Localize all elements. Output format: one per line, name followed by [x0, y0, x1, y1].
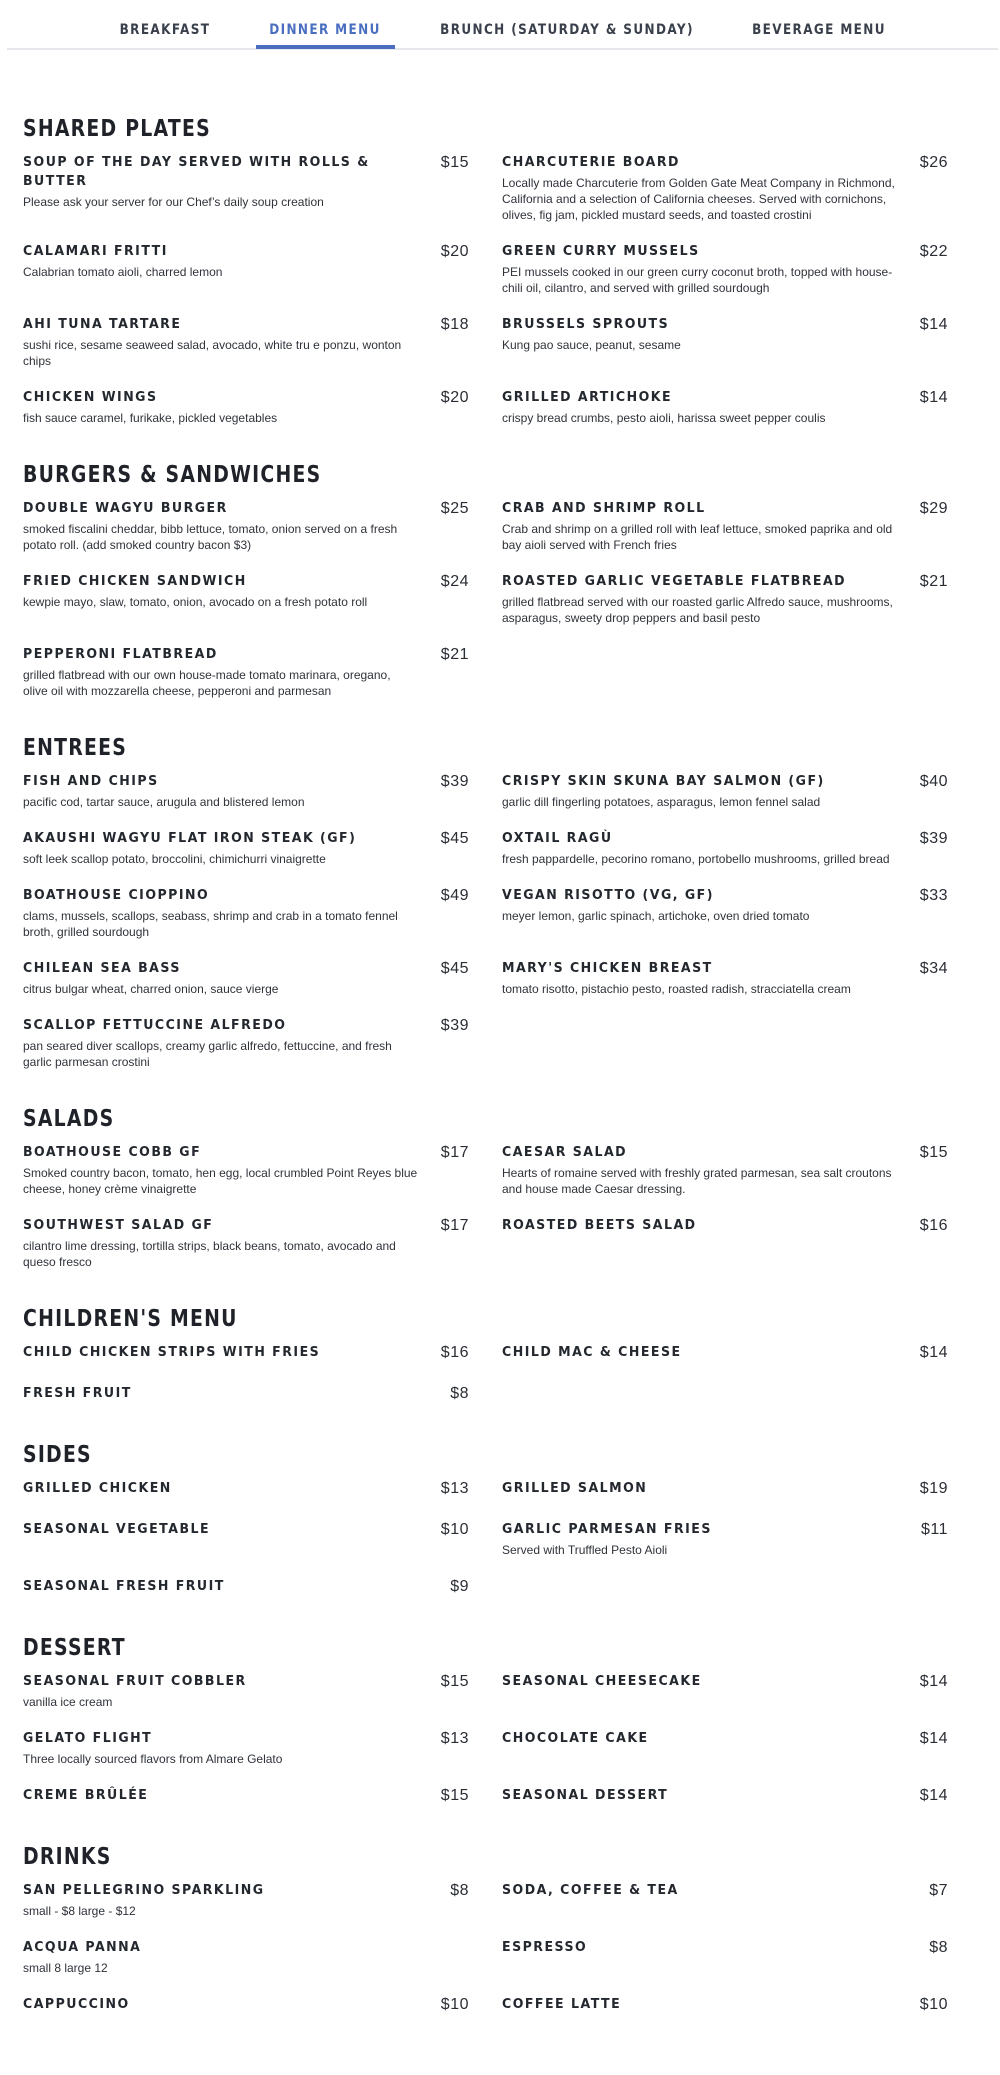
menu-row	[23, 1343, 949, 1384]
menu-item	[502, 572, 948, 626]
menu-section	[23, 1438, 949, 1618]
item-price: $14	[919, 1787, 948, 1804]
menu-item	[23, 1786, 469, 1808]
menu-item-header	[23, 153, 469, 194]
item-price: $14	[919, 389, 948, 406]
item-price: $15	[440, 1787, 469, 1804]
item-description: pacific cod, tartar sauce, arugula and blistered lemon	[23, 795, 305, 809]
menu-content	[0, 50, 949, 2036]
item-name: ACQUA PANNA	[23, 1939, 142, 1955]
item-description: fish sauce caramel, furikake, pickled vegetables	[23, 411, 278, 425]
menu-item	[502, 1881, 948, 1919]
menu-item-header	[502, 1479, 948, 1501]
item-price: $45	[440, 830, 469, 847]
item-name: CHILD MAC & CHEESE	[502, 1344, 682, 1360]
item-description: pan seared diver scallops, creamy garlic alfredo, fettuccine, and fresh garlic parmesan crostini	[23, 1039, 392, 1069]
menu-item-header	[23, 829, 469, 851]
menu-item-header	[502, 886, 948, 908]
item-description: grilled flatbread served with our roasted garlic Alfredo sauce, mushrooms, asparagus, sweety drop peppers and basil pesto	[502, 595, 893, 625]
item-name: CAESAR SALAD	[502, 1144, 628, 1160]
menu-item	[23, 959, 469, 997]
item-price: $13	[440, 1730, 469, 1747]
menu-row	[23, 1881, 949, 1938]
item-price: $21	[440, 646, 469, 663]
menu-item	[23, 1520, 469, 1558]
item-description: Served with Truffled Pesto Aioli	[502, 1543, 668, 1557]
menu-item	[23, 572, 469, 626]
item-name: SOUTHWEST SALAD GF	[23, 1217, 214, 1233]
menu-item-header	[23, 242, 469, 264]
menu-item	[502, 1479, 948, 1501]
item-name: CHILD CHICKEN STRIPS WITH FRIES	[23, 1344, 321, 1360]
item-description: clams, mussels, scallops, seabass, shrimp and crab in a tomato fennel broth, grilled sourdough	[23, 909, 398, 939]
menu-item	[502, 1143, 948, 1197]
menu-row	[23, 242, 949, 315]
menu-item	[502, 1520, 948, 1558]
menu-section	[23, 731, 949, 1089]
menu-item	[502, 1216, 948, 1270]
menu-item	[23, 1577, 469, 1599]
item-name: COFFEE LATTE	[502, 1996, 622, 2012]
menu-item	[502, 499, 948, 553]
menu-item-header	[502, 315, 948, 337]
menu-item	[23, 388, 469, 426]
menu-row	[23, 315, 949, 388]
menu-row	[23, 1143, 949, 1216]
item-name: VEGAN RISOTTO (VG, GF)	[502, 887, 714, 903]
menu-item-header	[23, 499, 469, 521]
item-name: MARY'S CHICKEN BREAST	[502, 960, 713, 976]
item-price: $15	[440, 1673, 469, 1690]
menu-item	[23, 153, 469, 223]
menu-item	[502, 886, 948, 940]
item-description: grilled flatbread with our own house-made tomato marinara, oregano, olive oil with mozzarella cheese, pepperoni and parmesan	[23, 668, 391, 698]
item-description: kewpie mayo, slaw, tomato, onion, avocado on a fresh potato roll	[23, 595, 368, 609]
item-price: $19	[919, 1480, 948, 1497]
item-price: $39	[919, 830, 948, 847]
menu-item	[502, 1343, 948, 1365]
menu-row	[23, 499, 949, 572]
item-price: $10	[440, 1521, 469, 1538]
menu-item-header	[23, 1016, 469, 1038]
item-name: CRAB AND SHRIMP ROLL	[502, 500, 706, 516]
item-price: $14	[919, 1673, 948, 1690]
menu-item-header	[23, 1520, 469, 1542]
menu-item-header	[23, 1729, 469, 1751]
menu-item-header	[502, 242, 948, 264]
item-name: SODA, COFFEE & TEA	[502, 1882, 679, 1898]
item-description: citrus bulgar wheat, charred onion, sauce vierge	[23, 982, 279, 996]
item-description: vanilla ice cream	[23, 1695, 113, 1709]
menu-item	[23, 772, 469, 810]
menu-item-header	[502, 1216, 948, 1238]
item-price: $15	[440, 154, 469, 171]
menu-item	[502, 1938, 948, 1976]
item-name: FISH AND CHIPS	[23, 773, 159, 789]
item-price: $8	[450, 1385, 469, 1402]
menu-item-header	[23, 1786, 469, 1808]
item-price: $9	[450, 1578, 469, 1595]
menu-item	[23, 1016, 469, 1070]
menu-row	[23, 959, 949, 1016]
item-name: CRISPY SKIN SKUNA BAY SALMON (GF)	[502, 773, 825, 789]
item-description: PEI mussels cooked in our green curry coconut broth, topped with house-chili oil, cilantro, and served with grilled sourdough	[502, 265, 893, 295]
item-name: ESPRESSO	[502, 1939, 588, 1955]
menu-item-header	[502, 1343, 948, 1365]
section-title: SALADS	[23, 1106, 115, 1132]
menu-item	[502, 1729, 948, 1767]
item-price: $10	[440, 1996, 469, 2013]
section-title: SHARED PLATES	[23, 116, 211, 142]
item-description: Three locally sourced flavors from Almare Gelato	[23, 1752, 283, 1766]
menu-item-header	[23, 1216, 469, 1238]
item-price: $15	[919, 1144, 948, 1161]
menu-item	[502, 315, 948, 369]
item-name: AHI TUNA TARTARE	[23, 316, 182, 332]
menu-item-header	[502, 1881, 948, 1903]
menu-item-header	[502, 153, 948, 175]
menu-item	[23, 1938, 469, 1976]
menu-item-header	[502, 1672, 948, 1694]
section-title: DESSERT	[23, 1635, 126, 1661]
menu-item-header	[23, 388, 469, 410]
menu-item-header	[23, 1881, 469, 1903]
item-name: GARLIC PARMESAN FRIES	[502, 1521, 712, 1537]
menu-section	[23, 458, 949, 718]
menu-row	[23, 572, 949, 645]
item-price: $24	[440, 573, 469, 590]
item-name: SEASONAL DESSERT	[502, 1787, 669, 1803]
menu-item-header	[502, 1786, 948, 1808]
menu-row	[23, 1577, 949, 1618]
item-description: Smoked country bacon, tomato, hen egg, local crumbled Point Reyes blue cheese, honey crème vinaigrette	[23, 1166, 418, 1196]
item-price: $20	[440, 243, 469, 260]
item-description: Locally made Charcuterie from Golden Gate Meat Company in Richmond, California and a selection of California cheeses. Served with cornichons, olives, fig jam, pickled mustard seeds, and toasted crostini	[502, 176, 895, 222]
menu-item	[23, 1216, 469, 1270]
tab-brunch[interactable]: BRUNCH (SATURDAY & SUNDAY)	[440, 22, 694, 38]
menu-row	[23, 772, 949, 829]
item-description: crispy bread crumbs, pesto aioli, harissa sweet pepper coulis	[502, 411, 826, 425]
item-name: FRESH FRUIT	[23, 1385, 132, 1401]
item-name: CALAMARI FRITTI	[23, 243, 168, 259]
item-description: sushi rice, sesame seaweed salad, avocado, white tru e ponzu, wonton chips	[23, 338, 402, 368]
menu-row	[23, 388, 949, 445]
item-price: $25	[440, 500, 469, 517]
menu-row	[23, 645, 949, 718]
menu-item-header	[23, 645, 469, 667]
item-name: AKAUSHI WAGYU FLAT IRON STEAK (GF)	[23, 830, 357, 846]
menu-row	[23, 1786, 949, 1827]
item-name: CHILEAN SEA BASS	[23, 960, 181, 976]
menu-row	[23, 1995, 949, 2036]
menu-section	[23, 1102, 949, 1289]
menu-item	[23, 1343, 469, 1365]
menu-item-header	[23, 1577, 469, 1599]
menu-section	[23, 1302, 949, 1425]
menu-item-header	[23, 315, 469, 337]
item-price: $22	[919, 243, 948, 260]
item-name: SCALLOP FETTUCCINE ALFREDO	[23, 1017, 287, 1033]
menu-item-header	[23, 1343, 469, 1365]
menu-item-header	[502, 829, 948, 851]
item-price: $20	[440, 389, 469, 406]
item-price: $17	[440, 1217, 469, 1234]
item-price: $33	[919, 887, 948, 904]
section-title: CHILDREN'S MENU	[23, 1306, 238, 1332]
item-price: $18	[440, 316, 469, 333]
menu-item	[502, 1995, 948, 2017]
item-price: $16	[440, 1344, 469, 1361]
item-description: Calabrian tomato aioli, charred lemon	[23, 265, 223, 279]
item-name: BOATHOUSE CIOPPINO	[23, 887, 210, 903]
item-name: DOUBLE WAGYU BURGER	[23, 500, 228, 516]
item-description: Crab and shrimp on a grilled roll with leaf lettuce, smoked paprika and old bay aioli served with French fries	[502, 522, 893, 552]
menu-item	[23, 645, 469, 699]
menu-item	[23, 499, 469, 553]
menu-item	[502, 242, 948, 296]
item-name: CHARCUTERIE BOARD	[502, 154, 680, 170]
menu-item	[502, 1786, 948, 1808]
tab-beverage-menu[interactable]: BEVERAGE MENU	[752, 22, 886, 38]
menu-item-header	[23, 772, 469, 794]
item-name: SEASONAL CHEESECAKE	[502, 1673, 702, 1689]
item-price: $45	[440, 960, 469, 977]
item-description: Please ask your server for our Chef’s daily soup creation	[23, 195, 324, 209]
item-name: GELATO FLIGHT	[23, 1730, 153, 1746]
item-name: CHOCOLATE CAKE	[502, 1730, 649, 1746]
menu-item	[23, 1881, 469, 1919]
menu-row	[23, 1520, 949, 1577]
menu-item	[502, 1672, 948, 1710]
menu-item	[23, 886, 469, 940]
item-price: $39	[440, 773, 469, 790]
tab-dinner-menu[interactable]: DINNER MENU	[269, 22, 381, 38]
menu-item-header	[23, 572, 469, 594]
item-description: meyer lemon, garlic spinach, artichoke, oven dried tomato	[502, 909, 810, 923]
item-price: $21	[919, 573, 948, 590]
item-description: Kung pao sauce, peanut, sesame	[502, 338, 681, 352]
menu-item	[23, 1995, 469, 2017]
menu-item-header	[502, 1938, 948, 1960]
item-name: CAPPUCCINO	[23, 1996, 130, 2012]
active-tab-indicator	[256, 45, 395, 49]
menu-row	[23, 1016, 949, 1089]
menu-item	[502, 959, 948, 997]
item-description: fresh pappardelle, pecorino romano, portobello mushrooms, grilled bread	[502, 852, 890, 866]
item-price: $10	[919, 1996, 948, 2013]
item-name: FRIED CHICKEN SANDWICH	[23, 573, 247, 589]
menu-row	[23, 1729, 949, 1786]
item-price: $8	[929, 1939, 948, 1956]
menu-section	[23, 1631, 949, 1827]
item-name: SOUP OF THE DAY SERVED WITH ROLLS & BUTTER	[23, 154, 370, 189]
menu-item-header	[502, 772, 948, 794]
section-title: SIDES	[23, 1442, 92, 1468]
menu-item-header	[502, 1995, 948, 2017]
item-name: GREEN CURRY MUSSELS	[502, 243, 700, 259]
item-price: $16	[919, 1217, 948, 1234]
menu-item-header	[23, 1384, 469, 1406]
menu-item-header	[23, 1479, 469, 1501]
menu-item-header	[502, 499, 948, 521]
item-name: CREME BRÛLÉE	[23, 1787, 149, 1803]
item-name: GRILLED CHICKEN	[23, 1480, 172, 1496]
item-name: SAN PELLEGRINO SPARKLING	[23, 1882, 265, 1898]
menu-item-header	[502, 388, 948, 410]
item-description: tomato risotto, pistachio pesto, roasted radish, stracciatella cream	[502, 982, 851, 996]
item-name: SEASONAL FRUIT COBBLER	[23, 1673, 247, 1689]
menu-row	[23, 1384, 949, 1425]
item-name: ROASTED BEETS SALAD	[502, 1217, 697, 1233]
item-description: smoked fiscalini cheddar, bibb lettuce, tomato, onion served on a fresh potato roll. (add smoked country bacon $3)	[23, 522, 398, 552]
item-description: soft leek scallop potato, broccolini, chimichurri vinaigrette	[23, 852, 326, 866]
section-title: DRINKS	[23, 1844, 112, 1870]
menu-item-header	[23, 1938, 469, 1960]
menu-item	[23, 1384, 469, 1406]
item-price: $40	[919, 773, 948, 790]
item-price: $14	[919, 1730, 948, 1747]
item-name: OXTAIL RAGÙ	[502, 830, 613, 846]
menu-item	[23, 1729, 469, 1767]
item-price: $49	[440, 887, 469, 904]
item-price: $34	[919, 960, 948, 977]
menu-item-header	[23, 959, 469, 981]
tab-breakfast[interactable]: BREAKFAST	[119, 22, 211, 38]
menu-item-header	[502, 572, 948, 594]
item-description: small 8 large 12	[23, 1961, 108, 1975]
item-name: BOATHOUSE COBB GF	[23, 1144, 202, 1160]
item-price: $39	[440, 1017, 469, 1034]
menu-item-header	[502, 959, 948, 981]
menu-row	[23, 829, 949, 886]
section-title: BURGERS & SANDWICHES	[23, 462, 322, 488]
menu-item	[23, 1479, 469, 1501]
menu-item-header	[23, 1672, 469, 1694]
item-price: $14	[919, 1344, 948, 1361]
item-price: $29	[919, 500, 948, 517]
menu-item-header	[502, 1520, 948, 1542]
item-name: GRILLED SALMON	[502, 1480, 648, 1496]
menu-section	[23, 1840, 949, 2036]
item-price: $14	[919, 316, 948, 333]
menu-item-header	[502, 1729, 948, 1751]
section-title: ENTREES	[23, 735, 128, 761]
menu-item	[502, 388, 948, 426]
item-name: ROASTED GARLIC VEGETABLE FLATBREAD	[502, 573, 847, 589]
item-price: $8	[450, 1882, 469, 1899]
item-price: $11	[920, 1521, 948, 1538]
menu-item-header	[23, 1995, 469, 2017]
menu-row	[23, 1479, 949, 1520]
menu-item-header	[23, 886, 469, 908]
menu-tabs	[7, 0, 998, 50]
menu-item	[23, 1143, 469, 1197]
menu-item	[502, 772, 948, 810]
menu-item	[23, 829, 469, 867]
menu-section	[23, 112, 949, 445]
menu-row	[23, 1216, 949, 1289]
item-description: Hearts of romaine served with freshly grated parmesan, sea salt croutons and house made Caesar dressing.	[502, 1166, 892, 1196]
item-name: SEASONAL FRESH FRUIT	[23, 1578, 225, 1594]
item-name: BRUSSELS SPROUTS	[502, 316, 670, 332]
menu-row	[23, 886, 949, 959]
menu-item	[502, 829, 948, 867]
menu-item	[23, 242, 469, 296]
menu-item	[23, 1672, 469, 1710]
menu-item-header	[23, 1143, 469, 1165]
menu-item	[23, 315, 469, 369]
item-description: small - $8 large - $12	[23, 1904, 136, 1918]
item-price: $17	[440, 1144, 469, 1161]
item-price: $13	[440, 1480, 469, 1497]
item-name: GRILLED ARTICHOKE	[502, 389, 673, 405]
menu-item	[502, 153, 948, 223]
menu-item-header	[502, 1143, 948, 1165]
menu-row	[23, 1938, 949, 1995]
item-name: PEPPERONI FLATBREAD	[23, 646, 218, 662]
item-price: $26	[919, 154, 948, 171]
item-description: garlic dill fingerling potatoes, asparagus, lemon fennel salad	[502, 795, 821, 809]
item-name: SEASONAL VEGETABLE	[23, 1521, 211, 1537]
item-description: cilantro lime dressing, tortilla strips, black beans, tomato, avocado and queso fresco	[23, 1239, 396, 1269]
item-price: $7	[929, 1882, 948, 1899]
menu-row	[23, 1672, 949, 1729]
menu-row	[23, 153, 949, 242]
item-name: CHICKEN WINGS	[23, 389, 158, 405]
